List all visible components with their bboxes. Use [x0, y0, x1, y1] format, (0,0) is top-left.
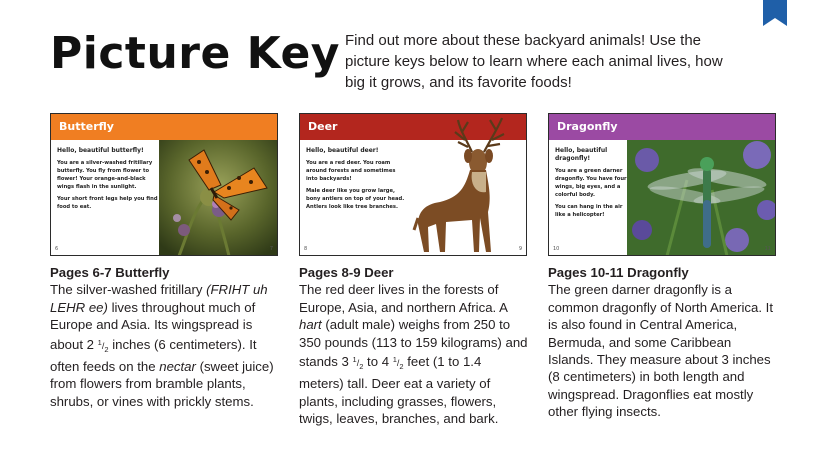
caption-term: hart	[299, 317, 322, 333]
caption-heading: Pages 6-7 Butterfly	[50, 265, 170, 280]
caption-text: The red deer lives in the forests of Europe, Asia, and northern Africa. A	[299, 282, 508, 315]
page-number: 8	[304, 246, 308, 252]
bookmark-icon	[763, 0, 787, 26]
caption-text: feet (1 to 1.4 meters) tall. Deer eat a variety of plants, including grasses, flowers, twigs, leaves, branches, and bark.	[299, 354, 499, 427]
caption-text: lives throughout much of Europe and Asia. Its wingspread is about 2	[50, 299, 256, 352]
page-number: 11	[764, 246, 771, 252]
deer-caption	[299, 264, 529, 427]
page-number: 7	[269, 246, 273, 252]
deer-card	[299, 113, 527, 256]
card-header: Butterfly	[51, 114, 277, 140]
card-greeting: Hello, beautiful dragonfly!	[555, 147, 608, 162]
dragonfly-photo	[627, 140, 776, 256]
card-paragraph: You can hang in the air like a helicopter!	[555, 204, 623, 218]
card-paragraph: You are a red deer. You roam around forests and sometimes into backyards!	[306, 160, 396, 182]
card-greeting: Hello, beautiful butterfly!	[57, 147, 144, 154]
dragonfly-caption	[548, 264, 778, 421]
fraction: $^1/_2$	[352, 355, 364, 371]
caption-text: (sweet juice) from flowers from bramble plants, shrubs, or vines with prickly stems.	[50, 358, 274, 409]
dragonfly-card	[548, 113, 776, 256]
caption-heading: Pages 8-9 Deer	[299, 265, 394, 280]
card-paragraph: You are a green darner dragonfly. You have four wings, big eyes, and a colorful body.	[555, 168, 627, 198]
page-number: 9	[518, 246, 522, 252]
caption-text: to 4	[363, 354, 393, 370]
caption-heading: Pages 10-11 Dragonfly	[548, 265, 689, 280]
caption-text: The silver-washed fritillary	[50, 282, 207, 298]
butterfly-card	[50, 113, 278, 256]
fraction: $^1/_2$	[392, 355, 404, 371]
caption-term: nectar	[159, 358, 196, 374]
caption-pronunciation: (FRIHT uh LEHR ee)	[50, 282, 268, 315]
card-header: Deer	[300, 114, 526, 140]
deer-photo	[410, 113, 527, 256]
page-number: 6	[55, 246, 59, 252]
caption-text: The green darner dragonfly is a common dragonfly of North America. It is also found in Central America, Bermuda, and some Caribbean Islands. They measure about 3 inches (8 centimeters) in both length and wingspread. Dragonflies eat mostly other flying insects.	[548, 282, 774, 420]
butterfly-caption	[50, 264, 280, 410]
card-greeting: Hello, beautiful deer!	[306, 147, 379, 154]
intro-text: Find out more about these backyard animals! Use the picture keys below to learn where each animal lives, how big it grows, and its favorite foods!	[345, 32, 723, 91]
page-number: 10	[553, 246, 560, 252]
card-paragraph: Male deer like you grow large, bony antlers on top of your head. Antlers look like tree branches.	[306, 188, 405, 210]
card-paragraph: You are a silver-washed fritillary butterfly. You fly from flower to flower! Your orange-and-black wings flash in the sunlight.	[57, 160, 153, 190]
card-paragraph: Your short front legs help you find food to eat.	[57, 196, 158, 210]
butterfly-photo	[159, 140, 278, 256]
fraction: $^1/_2$	[97, 337, 109, 354]
page-title: Picture Key	[50, 28, 340, 79]
caption-text: (adult male) weighs from 250 to 350 pounds (113 to 159 kilograms) and stands 3	[299, 317, 528, 370]
card-header: Dragonfly	[549, 114, 775, 140]
caption-text: inches (6 centimeters). It often feeds on the	[50, 336, 257, 374]
